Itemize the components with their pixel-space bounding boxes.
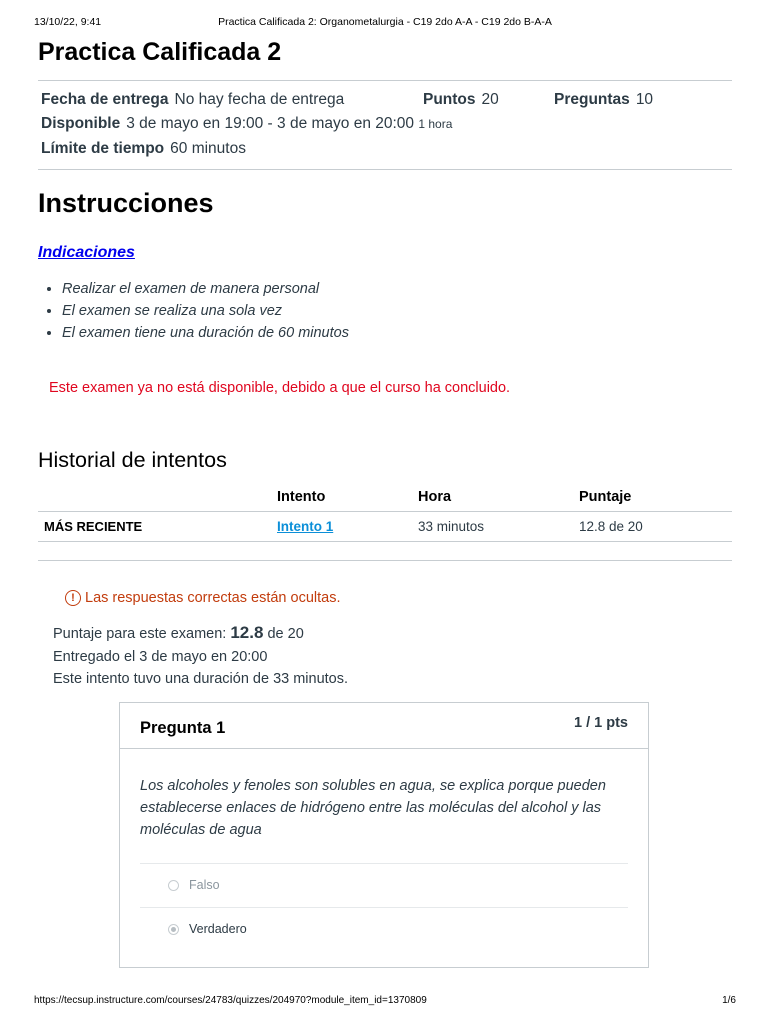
print-footer: [34, 995, 736, 1006]
submitted-info: Entregado el 3 de mayo en 20:00: [53, 649, 268, 665]
radio-button-selected[interactable]: [168, 924, 179, 935]
attempt-time: 33 minutos: [418, 512, 579, 542]
indications-list: [38, 279, 349, 345]
due-label: Fecha de entrega: [41, 91, 169, 108]
score-line: [53, 623, 304, 643]
attempt-score: 12.8 de 20: [579, 512, 732, 542]
question-points: 1 / 1 pts: [574, 715, 628, 731]
print-header: [34, 16, 736, 30]
radio-button[interactable]: [168, 880, 179, 891]
warning-text: Las respuestas correctas están ocultas.: [85, 590, 341, 606]
instructions-heading: Instrucciones: [38, 188, 214, 218]
answer-divider: [140, 907, 628, 908]
score-value: 12.8: [230, 623, 264, 642]
indications-title: Indicaciones: [38, 244, 135, 261]
questions-value: 10: [635, 91, 654, 108]
available-label: Disponible: [41, 115, 121, 132]
list-item: • Realizar el examen de manera personal: [62, 279, 349, 301]
divider: [38, 560, 732, 561]
questions-label: Preguntas: [554, 91, 630, 108]
points-detail: [423, 91, 499, 109]
quiz-details-row-1: [41, 91, 344, 109]
points-label: Puntos: [423, 91, 476, 108]
attempt-history-table: [38, 483, 732, 542]
time-limit-value: 60 minutos: [170, 140, 246, 157]
questions-detail: [554, 91, 653, 109]
available-duration: 1 hora: [418, 117, 453, 131]
answer-divider: [140, 863, 628, 864]
available-value: 3 de mayo en 19:00 - 3 de mayo en 20:00: [126, 115, 415, 132]
score-label: Puntaje para este examen:: [53, 626, 227, 642]
print-page-title: Practica Calificada 2: Organometalurgia - C19 2do A-A - C19 2do B-A-A: [218, 16, 552, 28]
table-header-row: [38, 483, 732, 512]
column-header: Hora: [418, 483, 579, 512]
question-card: [119, 702, 649, 968]
column-header: Puntaje: [579, 483, 732, 512]
answer-label: Falso: [189, 878, 220, 892]
table-row: [38, 512, 732, 542]
due-value: No hay fecha de entrega: [174, 91, 345, 108]
list-item: • El examen tiene una duración de 60 minutos: [62, 323, 349, 345]
answer-option[interactable]: [168, 922, 247, 936]
exclamation-icon: !: [65, 590, 81, 606]
divider: [38, 169, 732, 170]
list-item: • El examen se realiza una sola vez: [62, 301, 349, 323]
question-header: [120, 703, 648, 749]
divider: [38, 80, 732, 81]
unavailable-notice: Este examen ya no está disponible, debido a que el curso ha concluido.: [49, 380, 511, 396]
points-value: 20: [481, 91, 499, 108]
time-limit-detail: [41, 140, 246, 158]
time-limit-label: Límite de tiempo: [41, 140, 165, 157]
column-header: [38, 483, 277, 512]
duration-info: Este intento tuvo una duración de 33 minutos.: [53, 671, 349, 687]
question-text: Los alcoholes y fenoles son solubles en agua, se explica porque pueden establecerse enlaces de hidrógeno entre las moléculas del alcohol y las moléculas de agua: [140, 778, 606, 838]
answer-option[interactable]: [168, 878, 220, 892]
history-heading: Historial de intentos: [38, 448, 227, 472]
page-url: https://tecsup.instructure.com/courses/24783/quizzes/204970?module_item_id=1370809: [34, 995, 427, 1006]
question-title: Pregunta 1: [140, 719, 226, 737]
answer-label: Verdadero: [189, 922, 247, 936]
print-datetime: 13/10/22, 9:41: [34, 16, 102, 28]
quiz-title: Practica Calificada 2: [38, 38, 282, 66]
score-total: de 20: [267, 626, 304, 642]
available-detail: [41, 115, 452, 133]
column-header: Intento: [277, 483, 418, 512]
hidden-answers-warning: [65, 590, 341, 606]
attempt-link[interactable]: Intento 1: [277, 519, 334, 534]
most-recent-label: MÁS RECIENTE: [38, 512, 277, 542]
page-number: 1/6: [722, 995, 736, 1006]
